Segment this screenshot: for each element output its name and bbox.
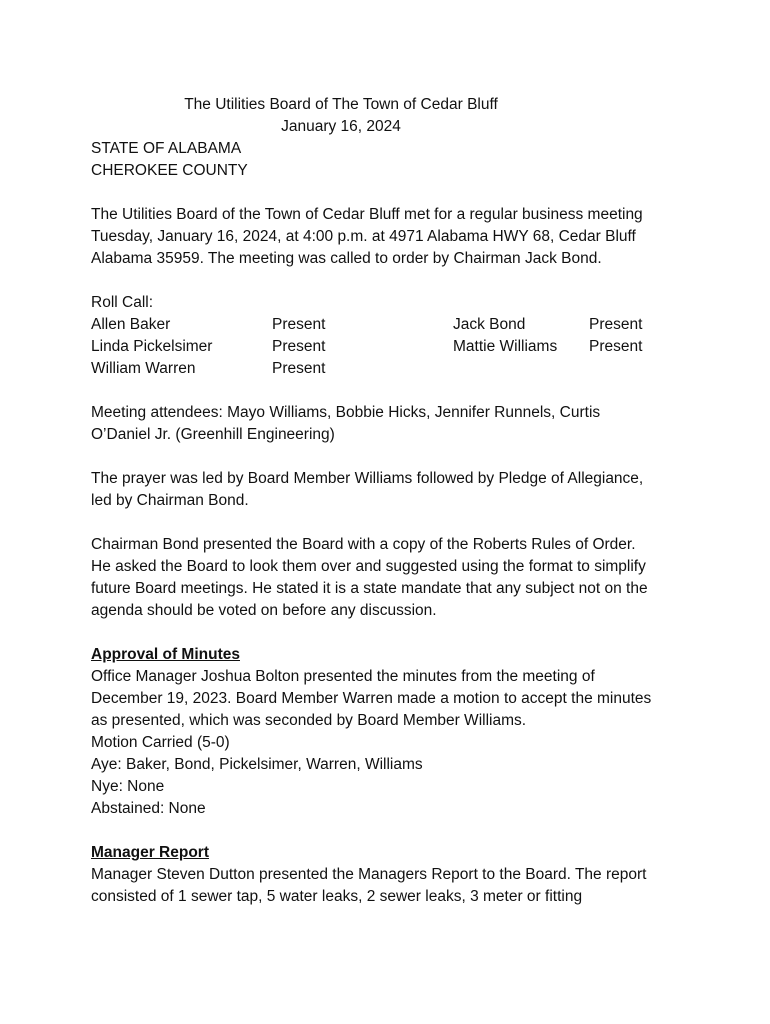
minutes-section	[91, 666, 691, 820]
motion-result: Motion Carried (5-0)	[91, 734, 230, 751]
roll-call-row	[91, 314, 691, 336]
roll-call-row	[91, 358, 691, 380]
state-line: STATE OF ALABAMA	[91, 140, 242, 157]
member-name: Jack Bond	[453, 316, 526, 333]
minutes-heading: Approval of Minutes	[91, 646, 240, 663]
member-name: Linda Pickelsimer	[91, 338, 213, 355]
minutes-line: as presented, which was seconded by Board Member Williams.	[91, 712, 527, 729]
rules-line: future Board meetings. He stated it is a state mandate that any subject not on the	[91, 580, 648, 597]
minutes-line: December 19, 2023. Board Member Warren made a motion to accept the minutes	[91, 690, 652, 707]
member-status: Present	[589, 316, 643, 333]
member-status: Present	[272, 338, 326, 355]
roll-call-label: Roll Call:	[91, 294, 154, 311]
rules-line: He asked the Board to look them over and suggested using the format to simplify	[91, 558, 646, 575]
prayer-line: led by Chairman Bond.	[91, 492, 249, 509]
rules-paragraph	[91, 534, 691, 622]
member-status: Present	[272, 360, 326, 377]
minutes-line: Office Manager Joshua Bolton presented the minutes from the meeting of	[91, 668, 595, 685]
manager-line: Manager Steven Dutton presented the Managers Report to the Board. The report	[91, 866, 647, 883]
prayer-paragraph	[91, 468, 691, 512]
member-name: Allen Baker	[91, 316, 171, 333]
member-name: William Warren	[91, 360, 196, 377]
intro-line: The Utilities Board of the Town of Cedar Bluff met for a regular business meeting	[91, 206, 643, 223]
manager-line: consisted of 1 sewer tap, 5 water leaks, 2 sewer leaks, 3 meter or fitting	[91, 888, 583, 905]
intro-paragraph	[91, 204, 691, 270]
prayer-line: The prayer was led by Board Member Williams followed by Pledge of Allegiance,	[91, 470, 644, 487]
manager-report-heading: Manager Report	[91, 844, 209, 861]
rules-line: Chairman Bond presented the Board with a copy of the Roberts Rules of Order.	[91, 536, 636, 553]
nye-votes: Nye: None	[91, 778, 165, 795]
roll-call-row	[91, 336, 691, 358]
intro-line: Tuesday, January 16, 2024, at 4:00 p.m. at 4971 Alabama HWY 68, Cedar Bluff	[91, 228, 636, 245]
member-status: Present	[589, 338, 643, 355]
abstained-votes: Abstained: None	[91, 800, 206, 817]
attendees-line: Meeting attendees: Mayo Williams, Bobbie Hicks, Jennifer Runnels, Curtis	[91, 404, 601, 421]
rules-line: agenda should be voted on before any discussion.	[91, 602, 437, 619]
member-name: Mattie Williams	[453, 338, 558, 355]
document-date: January 16, 2024	[281, 118, 401, 135]
intro-line: Alabama 35959. The meeting was called to order by Chairman Jack Bond.	[91, 250, 602, 267]
county-line: CHEROKEE COUNTY	[91, 162, 248, 179]
aye-votes: Aye: Baker, Bond, Pickelsimer, Warren, Williams	[91, 756, 423, 773]
roll-call-table	[91, 314, 691, 380]
manager-report-section	[91, 864, 691, 908]
attendees-paragraph	[91, 402, 691, 446]
member-status: Present	[272, 316, 326, 333]
meeting-minutes	[91, 94, 691, 908]
attendees-line: O’Daniel Jr. (Greenhill Engineering)	[91, 426, 335, 443]
document-title: The Utilities Board of The Town of Cedar Bluff	[184, 96, 498, 113]
